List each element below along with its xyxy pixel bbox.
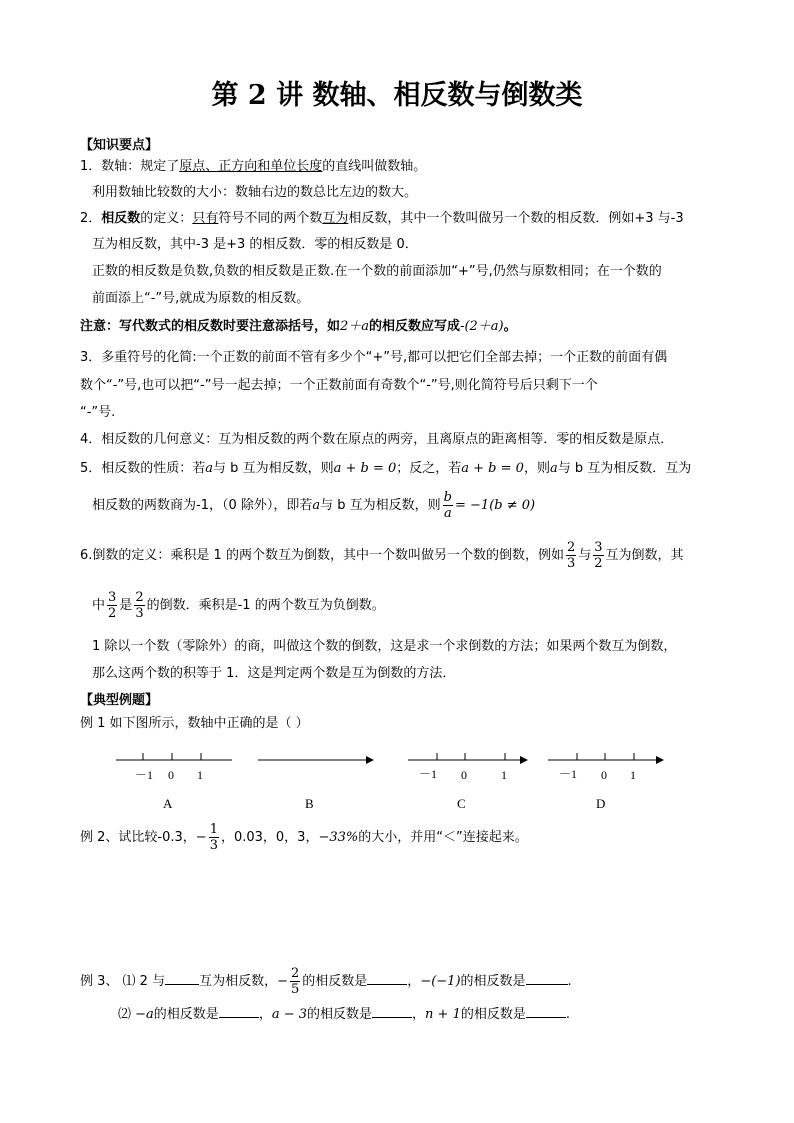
text: 是 [119, 598, 133, 613]
text: 互为相反数， [199, 974, 278, 989]
example-3-part-2 [118, 1004, 570, 1024]
tick-label: 0 [461, 768, 467, 782]
number-line-A [116, 753, 232, 811]
point-6-line4: 那么这两个数的积等于 1．这是判定两个数是互为倒数的方法． [92, 666, 456, 681]
text: ， [258, 1007, 272, 1022]
point-6-line3: 1 除以一个数（零除外）的商，叫做这个数的倒数，这是求一个求倒数的方法；如果两个数互为倒数， [92, 639, 677, 654]
number-line-C [408, 753, 528, 811]
math: = −1(b ≠ 0) [455, 498, 536, 513]
text: 与 b 互为相反数．互为 [557, 461, 692, 476]
math: n + 1 [425, 1007, 461, 1022]
text: . [567, 974, 572, 989]
text: 的相反数是 [153, 1007, 219, 1022]
section-heading-examples: 【典型例题】 [80, 693, 159, 708]
text: 符号不同的两个数 [218, 211, 323, 226]
text: 互为倒数，其 [605, 548, 684, 563]
answer-blank[interactable] [165, 971, 199, 985]
text: 的相反数是 [307, 1007, 373, 1022]
denominator: a [443, 506, 452, 521]
text: 1．数轴：规定了 [80, 159, 180, 174]
denominator: 3 [566, 556, 576, 571]
answer-blank[interactable] [372, 1004, 412, 1018]
point-2-line2: 互为相反数，其中-3 是+3 的相反数．零的相反数是 0． [92, 237, 418, 252]
answer-blank[interactable] [526, 971, 568, 985]
numerator: 3 [594, 540, 603, 555]
text: 与 [578, 548, 592, 563]
numerator: 2 [135, 590, 144, 605]
option-label: D [596, 796, 606, 811]
numerator: 2 [291, 966, 300, 981]
answer-blank[interactable] [367, 971, 407, 985]
point-3-line2: 数个“-”号,也可以把“-”号一起去掉；一个正数前面有奇数个“-”号,则化简符号后只剩下一个 [80, 378, 598, 393]
answer-blank[interactable] [526, 1004, 566, 1018]
numerator: 3 [108, 590, 117, 605]
numerator: b [443, 490, 452, 505]
denominator: 2 [594, 556, 603, 571]
tick-label: 0 [601, 768, 607, 782]
text: 5．相反数的性质：若 [80, 461, 206, 476]
fraction [290, 966, 300, 997]
page-title: 第 2 讲 数轴、相反数与倒数类 [211, 80, 583, 111]
text: ；反之，若 [396, 461, 462, 476]
text: 6.倒数的定义：乘积是 1 的两个数互为倒数，其中一个数叫做另一个数的倒数，例如 [80, 548, 564, 563]
option-label: A [163, 796, 173, 811]
text: ，则 [523, 461, 550, 476]
text: ， [412, 1007, 426, 1022]
denominator: 3 [135, 606, 144, 621]
example-1-question: 例 1 如下图所示，数轴中正确的是（ ） [80, 716, 309, 731]
text: 。 [503, 319, 517, 334]
math: a [312, 498, 321, 513]
math: -(2＋a) [460, 319, 504, 334]
text: ， [407, 974, 421, 989]
text: 的直线叫做数轴。 [322, 159, 427, 174]
text: 的倒数．乘积是-1 的两个数互为负倒数。 [146, 598, 385, 613]
text: 与 b 互为相反数，则 [320, 498, 441, 513]
tick-label: 0 [168, 768, 174, 782]
text: 的相反数应写成 [369, 319, 461, 334]
math: a [205, 461, 214, 476]
text: ⑵ [118, 1007, 136, 1022]
underlined-text: 互为 [322, 211, 349, 226]
tick-label: 1 [197, 768, 203, 782]
text: 例 3、 ⑴ 2 与 [80, 974, 166, 989]
text: 与 b 互为相反数，则 [213, 461, 334, 476]
text: 的定义： [140, 211, 193, 226]
bold-term: 相反数 [101, 211, 141, 226]
example-3-part-1 [80, 962, 572, 1002]
tick-label: －1 [419, 767, 438, 781]
math: −(−1) [420, 974, 461, 989]
text: 中 [92, 598, 106, 613]
point-3-line3: “-”号. [80, 405, 116, 420]
text: 的相反数是 [460, 974, 526, 989]
number-line-D [548, 753, 664, 811]
point-4: 4．相反数的几何意义：互为相反数的两个数在原点的两旁，且离原点的距离相等．零的相反数是原点． [80, 432, 674, 447]
point-3-line1: 3．多重符号的化简:一个正数的前面不管有多少个“+”号,都可以把它们全部去掉；一个正数的前面有偶 [80, 350, 668, 365]
math: a + b = 0 [333, 461, 397, 476]
text: 的相反数是 [302, 974, 368, 989]
underlined-text: 原点、正方向和单位长度 [179, 159, 323, 174]
math: − [277, 974, 288, 989]
answer-blank[interactable] [219, 1004, 259, 1018]
denominator: 5 [291, 982, 300, 997]
text: 的大小，并用“＜”连接起来。 [358, 830, 528, 845]
numerator: 1 [209, 822, 218, 837]
math: − [195, 830, 207, 845]
tick-label: 1 [501, 768, 507, 782]
math: a [549, 461, 558, 476]
example-2-question [80, 818, 528, 858]
text: 例 2、试比较-0.3， [80, 830, 196, 845]
text: 的相反数是 [460, 1007, 526, 1022]
math: −33% [318, 830, 359, 845]
point-1-compare: 利用数轴比较数的大小：数轴右边的数总比左边的数大。 [92, 185, 418, 200]
text: 相反数，其中一个数叫做另一个数的相反数．例如+3 与-3 [348, 211, 684, 226]
option-label: C [457, 796, 466, 811]
text: 注意：写代数式的相反数时要注意添括号，如 [80, 319, 341, 334]
math: 2＋a [340, 319, 370, 334]
fraction [209, 822, 219, 853]
section-heading-knowledge: 【知识要点】 [80, 138, 159, 153]
underlined-text: 只有 [192, 211, 219, 226]
numerator: 2 [566, 540, 576, 555]
text: ，0.03，0，3， [220, 830, 319, 845]
point-2-line3: 正数的相反数是负数,负数的相反数是正数.在一个数的前面添加“+”号,仍然与原数相同；在一个数的 [92, 264, 662, 279]
text: 2． [80, 211, 102, 226]
math: −a [135, 1007, 154, 1022]
point-2-line4: 前面添上“-”号,就成为原数的相反数。 [92, 291, 310, 306]
text: 相反数的两数商为-1，（0 除外），即若 [92, 498, 313, 513]
tick-label: －1 [135, 768, 154, 782]
text: . [565, 1007, 571, 1022]
math: a + b = 0 [461, 461, 524, 476]
number-line-B [258, 756, 374, 811]
denominator: 3 [209, 838, 218, 853]
option-label: B [305, 796, 314, 811]
tick-label: －1 [559, 767, 578, 781]
math: a − 3 [271, 1007, 308, 1022]
tick-label: 1 [630, 768, 636, 782]
denominator: 2 [108, 606, 117, 621]
